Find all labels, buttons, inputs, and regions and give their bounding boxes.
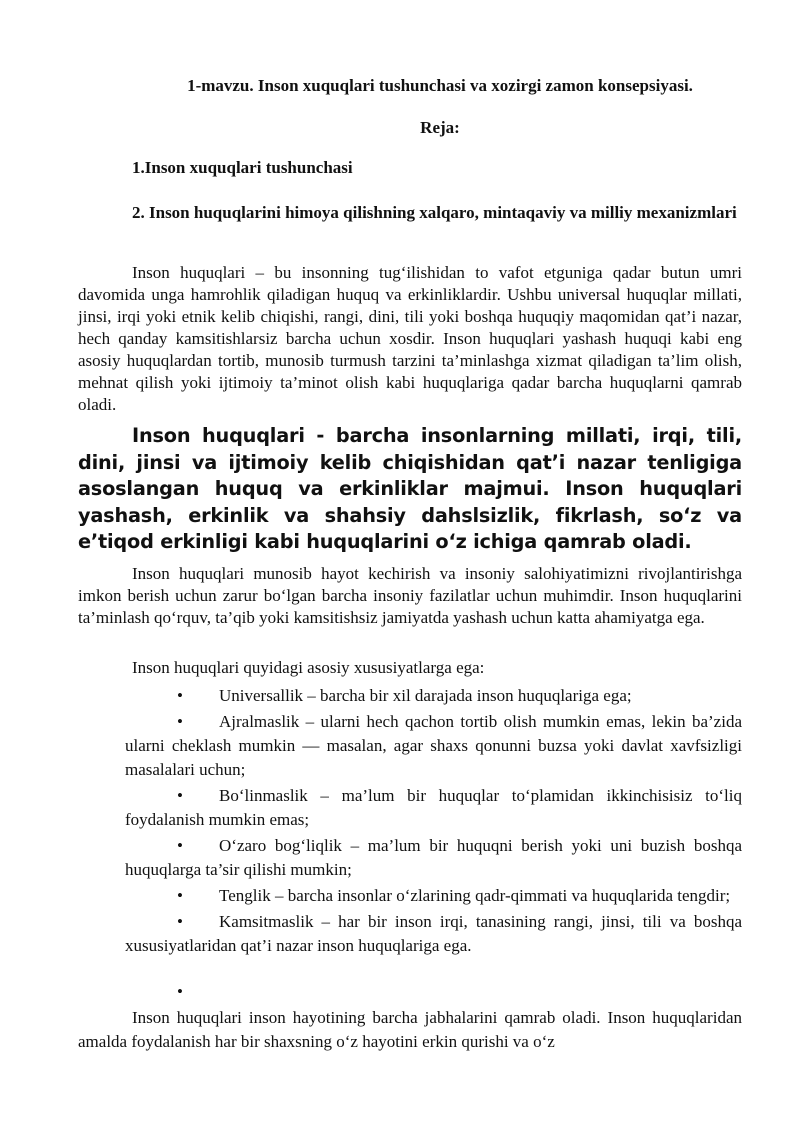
- list-item: [125, 710, 742, 782]
- list-item: [125, 834, 742, 882]
- features-list: [125, 684, 742, 960]
- feature-text: Kamsitmaslik – har bir inson irqi, tanasining rangi, jinsi, tili va boshqa xususiyatlaridan qat’i nazar inson huquqlariga ega.: [125, 912, 742, 955]
- paragraph-scope: Inson huquqlari inson hayotining barcha jabhalarini qamrab oladi. Inson huquqlaridan amalda foydalanish har bir shaxsning o‘z hayotini erkin qurishi va o‘z: [78, 1008, 742, 1051]
- list-item: [125, 910, 742, 958]
- empty-bullet-icon: •: [177, 982, 183, 1001]
- definition-paragraph: Inson huquqlari - barcha insonlarning millati, irqi, tili, dini, jinsi va ijtimoiy kelib chiqishidan qat’i nazar tenligiga asoslangan huquq va erkinliklar majmui. Inson huquqlari yashash, erkinlik va shahsiy dahslsizlik, fikrlash, so‘z va e’tiqod erkinligi kabi huquqlarini o‘z ichiga qamrab oladi.: [78, 424, 742, 553]
- bullet-icon: •: [177, 686, 183, 705]
- feature-text: Tenglik – barcha insonlar o‘zlarining qadr-qimmati va huquqlarida tengdir;: [219, 886, 731, 905]
- paragraph-intro: Inson huquqlari – bu insonning tug‘ilishidan to vafot etguniga qadar butun umri davomida unga hamrohlik qiladigan huquq va erkinliklardir. Ushbu universal huquqlar millati, jinsi, irqi yoki etnik kelib chiqishi, rangi, dini, tili yoki boshqa huquqiy maqomidan qat’i nazar, hech qanday kamsitishlarsiz barcha uchun xosdir. Inson huquqlari yashash huquqi kabi eng asosiy huquqlardan tortib, munosib turmush tarzini ta’minlashga xizmat qiladigan ta’lim olish, mehnat qilish yoki ijtimoiy ta’minot olish kabi huquqlariga qadar barcha huquqlarni qamrab oladi.: [78, 263, 742, 414]
- feature-text: Universallik – barcha bir xil darajada inson huquqlariga ega;: [219, 686, 632, 705]
- document-title: 1-mavzu. Inson xuquqlari tushunchasi va xozirgi zamon konsepsiyasi.: [187, 76, 693, 95]
- list-item: [125, 884, 742, 908]
- bullet-icon: •: [177, 912, 183, 931]
- bullet-icon: •: [177, 836, 183, 855]
- list-item: [125, 784, 742, 832]
- feature-text: Ajralmaslik – ularni hech qachon tortib olish mumkin emas, lekin ba’zida ularni cheklash mumkin — masalan, agar shaxs qonunni buzsa yoki davlat xavfsizligi masalalari uchun;: [125, 712, 742, 779]
- features-intro: Inson huquqlari quyidagi asosiy xususiyatlarga ega:: [132, 658, 485, 677]
- plan-heading: Reja:: [420, 118, 460, 137]
- feature-text: Bo‘linmaslik – ma’lum bir huquqlar to‘plamidan ikkinchisisiz to‘liq foydalanish mumkin emas;: [125, 786, 742, 829]
- list-item: [125, 684, 742, 708]
- bullet-icon: •: [177, 786, 183, 805]
- feature-text: O‘zaro bog‘liqlik – ma’lum bir huquqni berish yoki uni buzish boshqa huquqlarga ta’sir qilishi mumkin;: [125, 836, 742, 879]
- bullet-icon: •: [177, 886, 183, 905]
- plan-item-1: 1.Inson xuquqlari tushunchasi: [132, 158, 353, 177]
- plan-item-2: 2. Inson huquqlarini himoya qilishning xalqaro, mintaqaviy va milliy mexanizmlari: [132, 203, 737, 222]
- bullet-icon: •: [177, 712, 183, 731]
- paragraph-importance: Inson huquqlari munosib hayot kechirish va insoniy salohiyatimizni rivojlantirishga imkon berish uchun zarur bo‘lgan barcha insoniy fazilatlar uchun muhimdir. Inson huquqlarini ta’minlash qo‘rquv, ta’qib yoki kamsitishsiz jamiyatda yashash uchun katta ahamiyatga ega.: [78, 564, 742, 627]
